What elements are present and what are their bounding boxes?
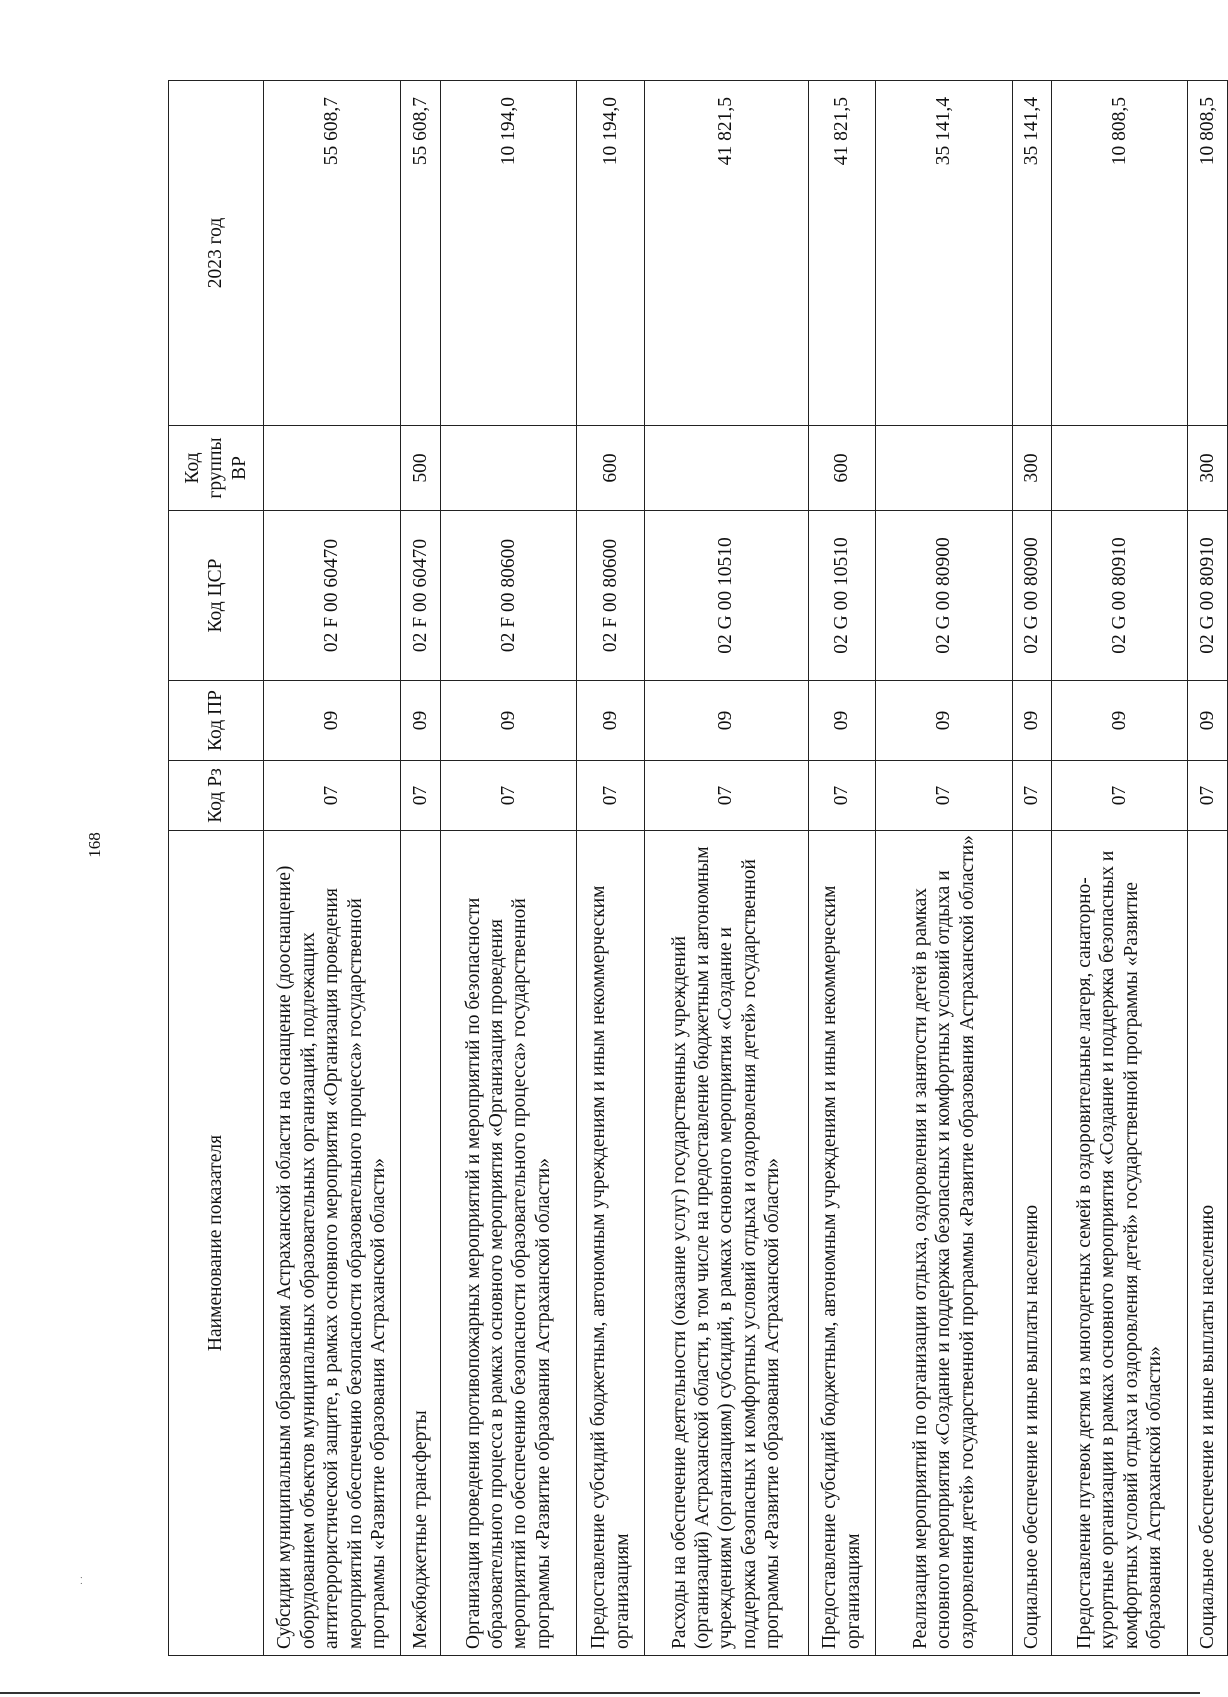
row-name: Организация проведения противопожарных мероприятий и мероприятий по безопасности образовательного процесса в рамках основного мероприятия «Организация проведения мероприятий по обеспечению безопасности образовательного процесса» государственной программы «Развитие образования Астраханской области» — [440, 831, 577, 1656]
header-vr: Код группы ВР — [169, 426, 264, 511]
table-row — [264, 81, 401, 1656]
header-csr: Код ЦСР — [169, 511, 264, 681]
row-rz: 07 — [808, 761, 875, 831]
row-name: Предоставление субсидий бюджетным, автономным учреждениям и иным некоммерческим организациям — [577, 831, 644, 1656]
row-rz: 07 — [577, 761, 644, 831]
table-row — [1012, 81, 1052, 1656]
header-pr: Код ПР — [169, 681, 264, 761]
row-pr: 09 — [644, 681, 808, 761]
row-vr: 600 — [577, 426, 644, 511]
row-pr: 09 — [1188, 681, 1228, 761]
row-pr: 09 — [1052, 681, 1188, 761]
scan-speck: · · — [77, 1575, 89, 1586]
row-vr — [875, 426, 1012, 511]
row-name: Субсидии муниципальным образованиям Астраханской области на оснащение (дооснащение) оборудованием объектов муниципальных образовательных организаций, подлежащих антитеррористической защите, в рамках основного мероприятия «Организация проведения мероприятий по обеспечению безопасности образовательного процесса» государственной программы «Развитие образования Астраханской области» — [264, 831, 401, 1656]
row-pr: 09 — [264, 681, 401, 761]
table-row — [577, 81, 644, 1656]
row-vr — [644, 426, 808, 511]
bottom-rule — [0, 1692, 1200, 1694]
row-csr: 02 G 00 10510 — [808, 511, 875, 681]
row-value: 55 608,7 — [400, 81, 440, 426]
row-value: 10 808,5 — [1052, 81, 1188, 426]
row-rz: 07 — [264, 761, 401, 831]
row-csr: 02 G 00 80910 — [1188, 511, 1228, 681]
row-csr: 02 F 00 80600 — [577, 511, 644, 681]
row-rz: 07 — [644, 761, 808, 831]
row-name: Реализация мероприятий по организации отдыха, оздоровления и занятости детей в рамках основного мероприятия «Создание и поддержка безопасных и комфортных условий отдыха и оздоровления детей» государственной программы «Развитие образования Астраханской области» — [875, 831, 1012, 1656]
row-name: Социальное обеспечение и иные выплаты населению — [1012, 831, 1052, 1656]
header-rz: Код Рз — [169, 761, 264, 831]
page-number: 168 — [84, 832, 104, 858]
header-name: Наименование показателя — [169, 831, 264, 1656]
row-csr: 02 G 00 80900 — [875, 511, 1012, 681]
row-value: 10 808,5 — [1188, 81, 1228, 426]
row-csr: 02 F 00 60470 — [400, 511, 440, 681]
budget-table — [168, 80, 1228, 1656]
row-name: Расходы на обеспечение деятельности (оказание услуг) государственных учреждений (организаций) Астраханской области, в том числе на предоставление бюджетным и автономным учреждениям (организациям) субсидий, в рамках основного мероприятия «Создание и поддержка безопасных и комфортных условий отдыха и оздоровления детей» государственной программы «Развитие образования Астраханской области» — [644, 831, 808, 1656]
row-vr: 300 — [1188, 426, 1228, 511]
row-vr — [264, 426, 401, 511]
row-name: Предоставление субсидий бюджетным, автономным учреждениям и иным некоммерческим организациям — [808, 831, 875, 1656]
table-row — [875, 81, 1012, 1656]
row-pr: 09 — [400, 681, 440, 761]
row-value: 10 194,0 — [440, 81, 577, 426]
row-rz: 07 — [400, 761, 440, 831]
row-value: 41 821,5 — [644, 81, 808, 426]
budget-table-wrapper — [168, 81, 1228, 1656]
row-csr: 02 G 00 80910 — [1052, 511, 1188, 681]
row-pr: 09 — [808, 681, 875, 761]
row-rz: 07 — [440, 761, 577, 831]
row-csr: 02 F 00 60470 — [264, 511, 401, 681]
row-csr: 02 G 00 80900 — [1012, 511, 1052, 681]
row-name: Предоставление путевок детям из многодетных семей в оздоровительные лагеря, санаторно-курортные организации в рамках основного мероприятия «Создание и поддержка безопасных и комфортных условий отдыха и оздоровления детей» государственной программы «Развитие образования Астраханской области» — [1052, 831, 1188, 1656]
table-row — [644, 81, 808, 1656]
row-name: Социальное обеспечение и иные выплаты населению — [1188, 831, 1228, 1656]
row-pr: 09 — [577, 681, 644, 761]
row-vr — [440, 426, 577, 511]
row-pr: 09 — [440, 681, 577, 761]
row-pr: 09 — [1012, 681, 1052, 761]
table-row — [808, 81, 875, 1656]
header-year: 2023 год — [169, 81, 264, 426]
row-value: 10 194,0 — [577, 81, 644, 426]
row-csr: 02 F 00 80600 — [440, 511, 577, 681]
row-value: 35 141,4 — [1012, 81, 1052, 426]
table-row — [440, 81, 577, 1656]
row-vr: 500 — [400, 426, 440, 511]
row-rz: 07 — [1012, 761, 1052, 831]
row-rz: 07 — [1052, 761, 1188, 831]
table-row — [1188, 81, 1228, 1656]
row-rz: 07 — [1188, 761, 1228, 831]
row-vr — [1052, 426, 1188, 511]
row-name: Межбюджетные трансферты — [400, 831, 440, 1656]
row-value: 41 821,5 — [808, 81, 875, 426]
row-vr: 300 — [1012, 426, 1052, 511]
table-row — [400, 81, 440, 1656]
table-row — [1052, 81, 1188, 1656]
row-csr: 02 G 00 10510 — [644, 511, 808, 681]
row-pr: 09 — [875, 681, 1012, 761]
row-value: 35 141,4 — [875, 81, 1012, 426]
row-rz: 07 — [875, 761, 1012, 831]
row-value: 55 608,7 — [264, 81, 401, 426]
row-vr: 600 — [808, 426, 875, 511]
table-header-row — [169, 81, 264, 1656]
